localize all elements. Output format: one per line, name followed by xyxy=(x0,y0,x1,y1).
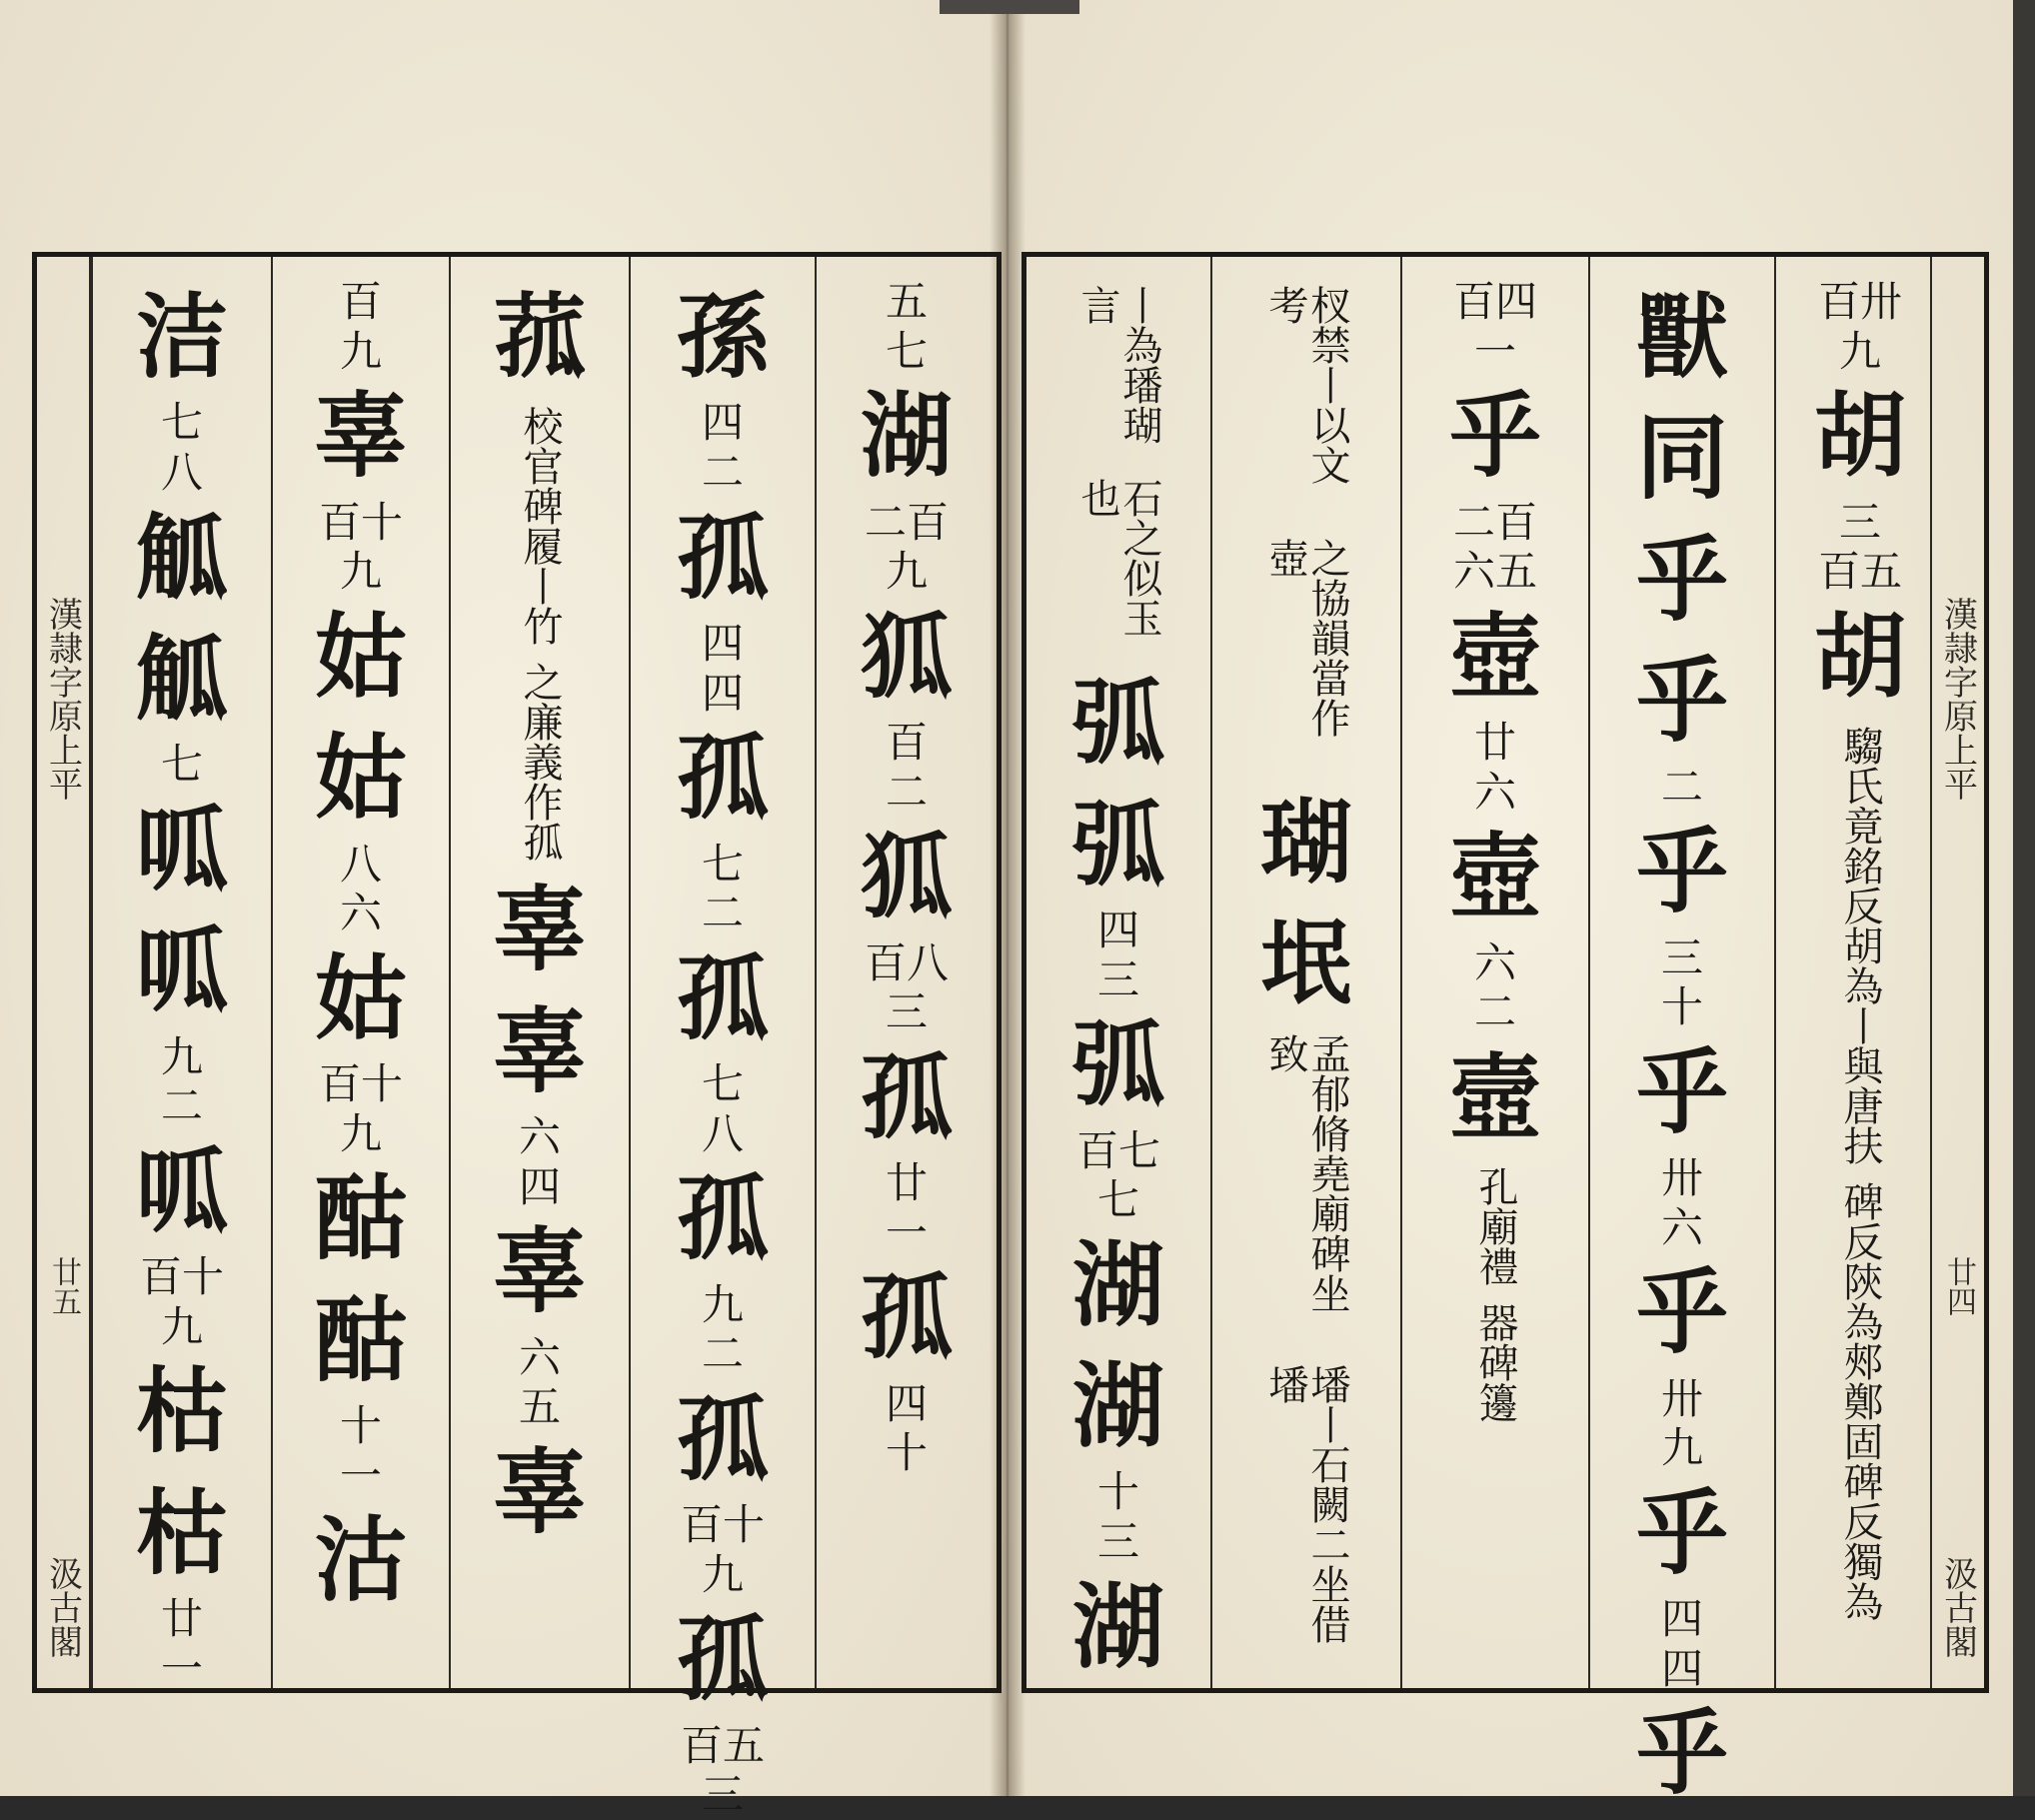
column-glyph: 孤 xyxy=(676,724,769,833)
column-glyph: 辜 xyxy=(493,996,586,1105)
column-glyph: 百七 xyxy=(1075,1125,1160,1175)
text-column xyxy=(629,257,815,1820)
column-glyph: 乎 xyxy=(1448,382,1541,491)
column-glyph: 孟郁脩堯廟碑坐致 xyxy=(1262,1032,1350,1313)
column-glyph: 乎 xyxy=(1635,1699,1728,1808)
text-column xyxy=(1400,257,1588,1688)
column-glyph: 三 xyxy=(1838,497,1881,547)
column-glyph: 孤 xyxy=(860,1042,953,1151)
column-glyph: 孔廟禮 xyxy=(1472,1166,1518,1287)
column-glyph: 十 xyxy=(885,1428,928,1478)
column-glyph: 二百 xyxy=(1452,497,1537,547)
column-glyph: 百四 xyxy=(1452,277,1537,326)
column-glyph: 湖 xyxy=(1071,1352,1164,1461)
column-glyph: 百卅 xyxy=(1817,277,1902,326)
column-glyph: 孤 xyxy=(860,1263,953,1372)
column-glyph: 七 xyxy=(701,839,744,889)
column-glyph: 校官碑履丨竹 xyxy=(517,406,563,647)
right-margin-strip xyxy=(1930,257,1984,1688)
column-glyph: 廿 xyxy=(1473,718,1516,768)
column-glyph: 一 xyxy=(339,1450,382,1500)
column-glyph: 弧 xyxy=(1071,1010,1164,1119)
column-glyph: 六 xyxy=(518,1112,561,1162)
column-glyph: 五 xyxy=(885,277,928,326)
column-glyph: 三 xyxy=(701,1770,744,1820)
margin-title: 漢隷字原上平 xyxy=(1937,597,1978,801)
column-glyph: 一 xyxy=(1473,326,1516,376)
column-glyph: 百八 xyxy=(864,937,949,987)
column-glyph: 枯 xyxy=(135,1357,228,1466)
text-column xyxy=(1774,257,1944,1688)
column-glyph: 五 xyxy=(518,1382,561,1432)
column-glyph: 瑚 xyxy=(1259,788,1352,897)
right-text-frame xyxy=(1021,252,1989,1808)
column-glyph: 器碑籩 xyxy=(1472,1302,1518,1423)
column-glyph: 八 xyxy=(160,447,203,497)
column-glyph: 六 xyxy=(1473,767,1516,817)
column-glyph: 四 xyxy=(701,398,744,448)
column-glyph: 呱 xyxy=(135,1136,228,1245)
column-glyph: 丨為璠瑚言 xyxy=(1074,285,1162,445)
column-glyph: 辜 xyxy=(314,382,407,491)
column-glyph: 孤 xyxy=(676,943,769,1052)
column-glyph: 弧 xyxy=(1071,669,1164,778)
column-glyph: 二 xyxy=(1473,987,1516,1037)
column-glyph: 九 xyxy=(339,326,382,376)
column-glyph: 孤 xyxy=(676,1384,769,1493)
column-glyph: 卅 xyxy=(1660,1153,1703,1203)
column-glyph: 九 xyxy=(160,1301,203,1351)
column-glyph: 壼 xyxy=(1448,1042,1541,1151)
column-glyph: 四 xyxy=(701,618,744,668)
column-glyph: 十 xyxy=(339,1401,382,1450)
column-glyph: 百 xyxy=(339,277,382,326)
column-glyph: 之廉義作孤 xyxy=(517,662,563,863)
column-glyph: 杈禁丨以文考 xyxy=(1262,285,1350,485)
text-column xyxy=(1588,257,1774,1808)
column-glyph: 孤 xyxy=(676,1164,769,1273)
column-glyph: 獸 xyxy=(1635,283,1728,391)
column-glyph: 辜 xyxy=(493,1217,586,1326)
text-column xyxy=(1026,257,1210,1688)
text-column xyxy=(271,257,449,1688)
column-glyph: 之協韻當作壺 xyxy=(1262,537,1350,738)
column-glyph: 四 xyxy=(885,1378,928,1428)
publisher-mark: 汲古閣 xyxy=(42,1556,83,1658)
column-glyph: 九 xyxy=(885,547,928,597)
column-glyph: 菰 xyxy=(493,283,586,391)
column-glyph: 壺 xyxy=(1448,823,1541,931)
page-edge xyxy=(2013,0,2035,1796)
column-glyph: 狐 xyxy=(860,823,953,931)
column-glyph: 辜 xyxy=(493,1437,586,1546)
column-glyph: 十 xyxy=(1096,1467,1139,1517)
column-glyph: 九 xyxy=(701,1549,744,1599)
column-glyph: 觚 xyxy=(135,624,228,733)
column-glyph: 酤 xyxy=(314,1164,407,1273)
column-glyph: 乎 xyxy=(1635,1037,1728,1146)
column-glyph: 六 xyxy=(518,1332,561,1382)
column-glyph: 呱 xyxy=(135,916,228,1025)
column-glyph: 湖 xyxy=(1071,1572,1164,1681)
column-glyph: 二 xyxy=(885,767,928,817)
column-glyph: 七 xyxy=(885,326,928,376)
text-column xyxy=(449,257,629,1688)
column-glyph: 九 xyxy=(160,1031,203,1081)
text-column xyxy=(815,257,997,1688)
column-glyph: 二 xyxy=(1660,762,1703,812)
column-glyph: 三 xyxy=(885,987,928,1037)
column-glyph: 百 xyxy=(885,718,928,768)
column-glyph: 壺 xyxy=(1448,602,1541,711)
column-glyph: 百十 xyxy=(139,1252,224,1302)
column-glyph: 三 xyxy=(1096,954,1139,1004)
column-glyph: 碑反陝為郟鄭固碑反獨為 xyxy=(1837,1181,1883,1622)
column-glyph: 乎 xyxy=(1635,647,1728,756)
column-glyph: 乎 xyxy=(1635,1258,1728,1367)
column-glyph: 騶氏竟銘反胡為丨與唐扶 xyxy=(1837,726,1883,1166)
column-glyph: 胡 xyxy=(1813,602,1906,711)
column-glyph: 湖 xyxy=(860,382,953,491)
column-glyph: 六 xyxy=(1660,1202,1703,1252)
column-glyph: 垊 xyxy=(1259,910,1352,1018)
column-glyph: 百五 xyxy=(680,1720,765,1770)
column-glyph: 七 xyxy=(160,398,203,448)
column-glyph: 孤 xyxy=(676,503,769,612)
column-glyph: 墦丨石闕二坐借墦 xyxy=(1262,1364,1350,1645)
column-glyph: 姑 xyxy=(314,724,407,833)
column-glyph: 九 xyxy=(339,547,382,597)
publisher-mark: 汲古閣 xyxy=(1937,1556,1978,1658)
left-text-frame xyxy=(32,252,1002,1820)
column-glyph: 二 xyxy=(701,1329,744,1379)
column-glyph: 三 xyxy=(1660,932,1703,982)
column-glyph: 呱 xyxy=(135,795,228,904)
column-glyph: 十 xyxy=(1660,982,1703,1032)
column-glyph: 胡 xyxy=(1813,382,1906,491)
column-glyph: 孤 xyxy=(676,1605,769,1714)
column-glyph: 百五 xyxy=(1817,547,1902,597)
binding-edge xyxy=(940,0,1079,14)
column-glyph: 枯 xyxy=(135,1478,228,1587)
column-glyph: 姑 xyxy=(314,943,407,1052)
column-glyph: 一 xyxy=(885,1207,928,1257)
column-glyph: 廿 xyxy=(885,1158,928,1208)
column-glyph: 卅 xyxy=(1660,1373,1703,1423)
column-glyph: 百十 xyxy=(318,1059,403,1109)
column-glyph: 四 xyxy=(1660,1643,1703,1693)
margin-title: 漢隷字原上平 xyxy=(42,597,83,801)
column-glyph: 四 xyxy=(1660,1594,1703,1644)
column-glyph: 九 xyxy=(339,1108,382,1158)
column-glyph: 酤 xyxy=(314,1285,407,1394)
column-glyph: 沽 xyxy=(314,1506,407,1615)
column-glyph: 姑 xyxy=(314,602,407,711)
column-glyph: 六 xyxy=(339,889,382,938)
column-glyph: 九 xyxy=(701,1279,744,1329)
column-glyph: 九 xyxy=(1838,326,1881,376)
column-glyph: 同 xyxy=(1635,404,1728,513)
column-glyph: 八 xyxy=(701,1108,744,1158)
column-glyph: 六五 xyxy=(1452,547,1537,597)
column-glyph: 二 xyxy=(701,447,744,497)
column-glyph: 孫 xyxy=(676,283,769,391)
column-glyph: 百十 xyxy=(318,497,403,547)
column-glyph: 四 xyxy=(701,668,744,718)
left-margin-strip xyxy=(37,257,91,1688)
leaf-number: 廿四 xyxy=(1941,1256,1976,1316)
column-glyph: 乎 xyxy=(1635,818,1728,926)
column-glyph: 百十 xyxy=(680,1500,765,1550)
column-glyph: 八 xyxy=(339,839,382,889)
column-glyph: 二百 xyxy=(864,497,949,547)
column-glyph: 石之似玉也 xyxy=(1074,478,1162,639)
column-glyph: 乎 xyxy=(1635,525,1728,634)
column-glyph: 狐 xyxy=(860,602,953,711)
column-glyph: 弧 xyxy=(1071,790,1164,899)
column-glyph: 湖 xyxy=(1071,1230,1164,1339)
text-column xyxy=(91,257,271,1693)
column-glyph: 洁 xyxy=(135,283,228,391)
column-glyph: 四 xyxy=(518,1161,561,1211)
text-column xyxy=(1210,257,1400,1688)
column-glyph: 二 xyxy=(701,889,744,938)
column-glyph: 七 xyxy=(1096,1175,1139,1225)
column-glyph: 三 xyxy=(1096,1517,1139,1567)
column-glyph: 廿 xyxy=(160,1594,203,1644)
column-glyph: 六 xyxy=(1473,937,1516,987)
column-glyph: 七 xyxy=(701,1059,744,1109)
column-glyph: 二 xyxy=(160,1081,203,1131)
column-glyph: 辜 xyxy=(493,876,586,984)
column-glyph: 一 xyxy=(160,1643,203,1693)
column-glyph: 九 xyxy=(1660,1423,1703,1473)
column-glyph: 四 xyxy=(1096,905,1139,954)
column-glyph: 觚 xyxy=(135,503,228,612)
column-glyph: 七 xyxy=(160,740,203,790)
column-glyph: 乎 xyxy=(1635,1478,1728,1587)
leaf-number: 廿五 xyxy=(46,1256,81,1316)
